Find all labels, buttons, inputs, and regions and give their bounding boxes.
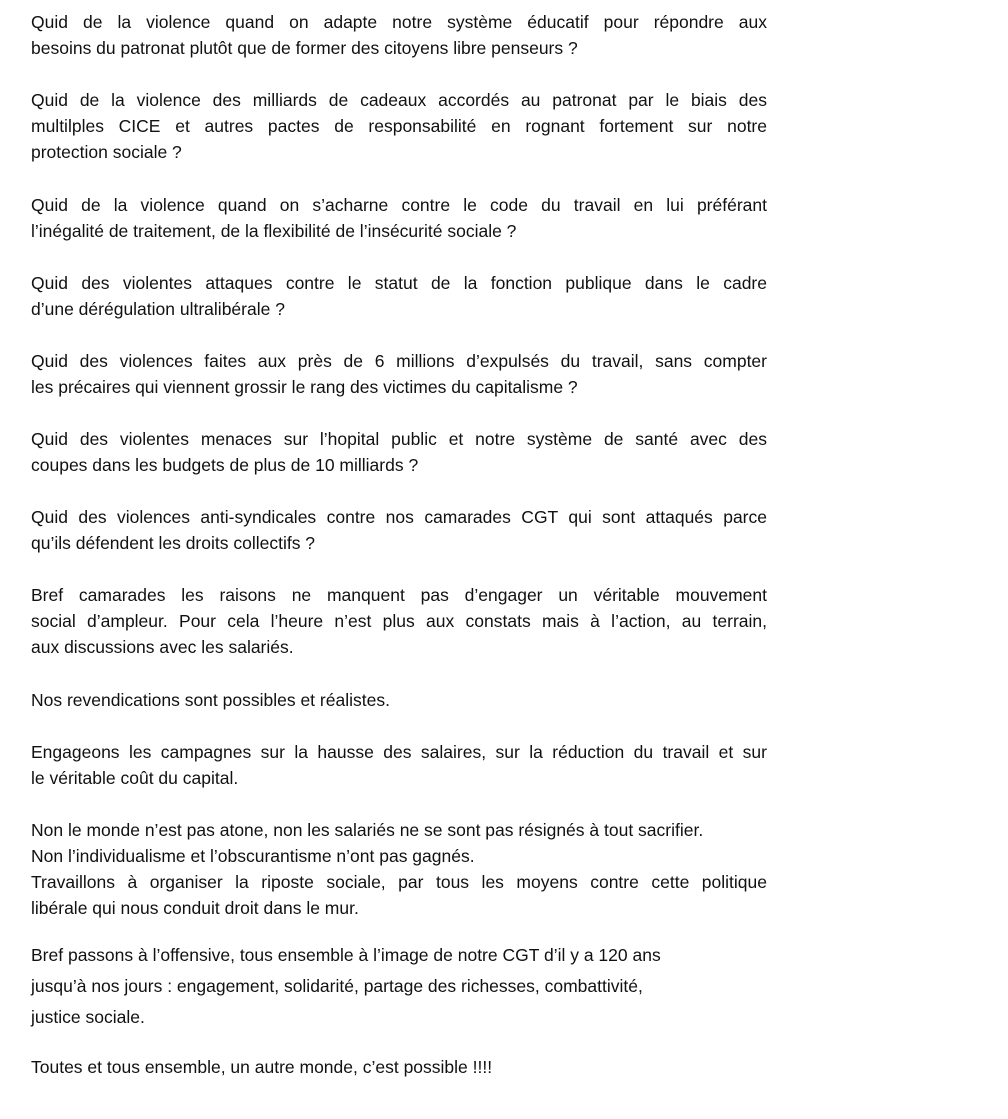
paragraph-line: Bref passons à l’offensive, tous ensemble à l’image de notre CGT d’il y a 120 ans [31, 945, 661, 965]
paragraph-line: Toutes et tous ensemble, un autre monde, c’est possible !!!! [31, 1057, 493, 1077]
paragraph-2 [31, 87, 767, 165]
paragraph-line: Quid de la violence quand on adapte notre système éducatif pour répondre aux [31, 12, 767, 32]
paragraph-11 [31, 817, 767, 921]
paragraph-line: Bref camarades les raisons ne manquent pas d’engager un véritable mouvement [31, 585, 767, 605]
paragraph-line: Quid de la violence quand on s’acharne contre le code du travail en lui préférant [31, 195, 767, 215]
paragraph-7 [31, 504, 767, 556]
paragraph-line: le véritable coût du capital. [31, 768, 239, 788]
paragraph-line: justice sociale. [31, 1007, 145, 1027]
paragraph-line: qu’ils défendent les droits collectifs ? [31, 533, 316, 553]
paragraph-line: l’inégalité de traitement, de la flexibilité de l’insécurité sociale ? [31, 221, 517, 241]
paragraph-line: Quid de la violence des milliards de cadeaux accordés au patronat par le biais des [31, 90, 767, 110]
paragraph-8 [31, 582, 767, 660]
paragraph-line: jusqu’à nos jours : engagement, solidarité, partage des richesses, combattivité, [31, 976, 643, 996]
paragraph-line: aux discussions avec les salariés. [31, 637, 294, 657]
paragraph-line: Quid des violences faites aux près de 6 millions d’expulsés du travail, sans compter [31, 351, 767, 371]
paragraph-10 [31, 739, 767, 791]
paragraph-line: protection sociale ? [31, 142, 182, 162]
paragraph-line: Non l’individualisme et l’obscurantisme n’ont pas gagnés. [31, 846, 475, 866]
paragraph-1 [31, 9, 767, 61]
paragraph-3 [31, 192, 767, 244]
paragraph-line: d’une dérégulation ultralibérale ? [31, 299, 285, 319]
paragraph-line: Engageons les campagnes sur la hausse des salaires, sur la réduction du travail et sur [31, 742, 767, 762]
paragraph-line: Travaillons à organiser la riposte sociale, par tous les moyens contre cette politique [31, 872, 767, 892]
paragraph-line: les précaires qui viennent grossir le rang des victimes du capitalisme ? [31, 377, 578, 397]
paragraph-line: Quid des violentes attaques contre le statut de la fonction publique dans le cadre [31, 273, 767, 293]
paragraph-9 [31, 687, 767, 713]
paragraph-12 [31, 940, 767, 1033]
paragraph-13 [31, 1054, 767, 1080]
paragraph-5 [31, 348, 767, 400]
paragraph-line: libérale qui nous conduit droit dans le mur. [31, 898, 359, 918]
paragraph-line: coupes dans les budgets de plus de 10 milliards ? [31, 455, 419, 475]
paragraph-line: Non le monde n’est pas atone, non les salariés ne se sont pas résignés à tout sacrifier. [31, 820, 704, 840]
paragraph-line: multilples CICE et autres pactes de responsabilité en rognant fortement sur notre [31, 116, 767, 136]
paragraph-line: Quid des violences anti-syndicales contre nos camarades CGT qui sont attaqués parce [31, 507, 767, 527]
paragraph-6 [31, 426, 767, 478]
paragraph-line: besoins du patronat plutôt que de former des citoyens libre penseurs ? [31, 38, 578, 58]
paragraph-line: Nos revendications sont possibles et réalistes. [31, 690, 390, 710]
paragraph-4 [31, 270, 767, 322]
paragraph-line: Quid des violentes menaces sur l’hopital public et notre système de santé avec des [31, 429, 767, 449]
paragraph-line: social d’ampleur. Pour cela l’heure n’est plus aux constats mais à l’action, au terrain, [31, 611, 767, 631]
